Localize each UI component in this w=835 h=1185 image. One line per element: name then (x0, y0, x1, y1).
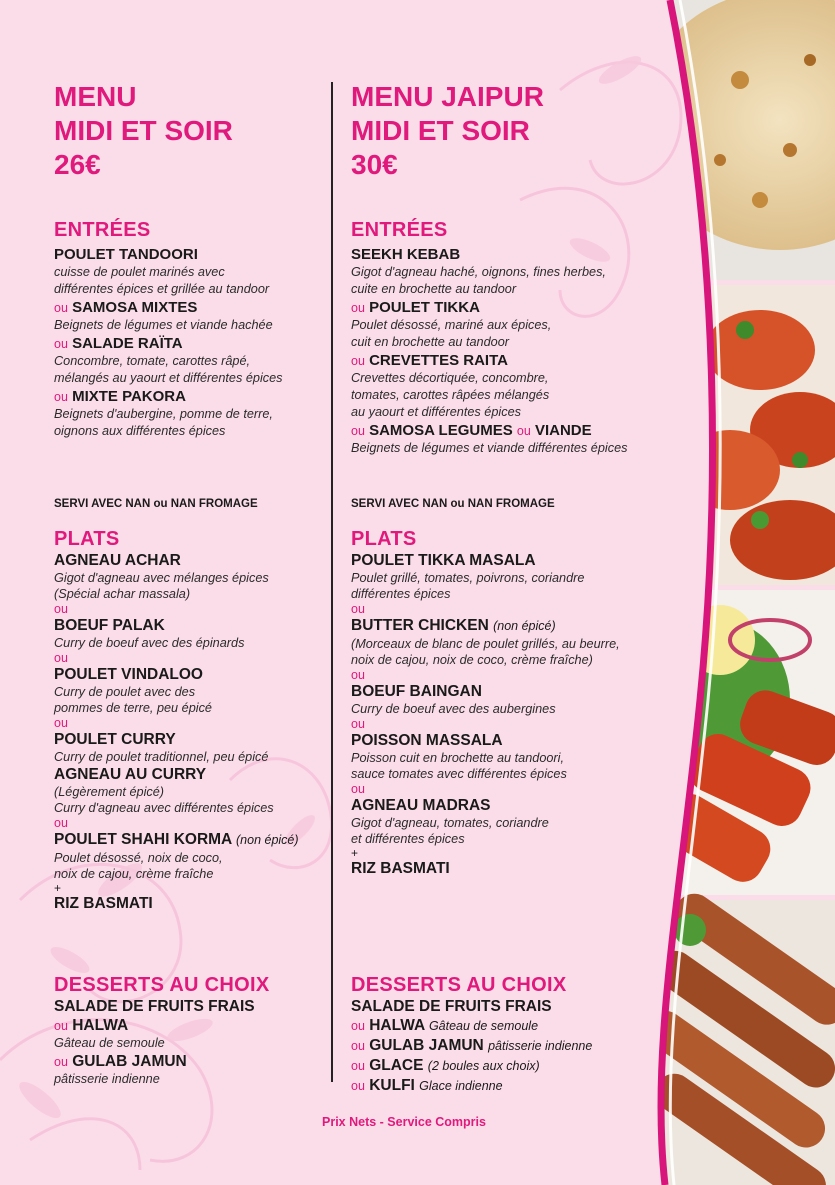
dessert-item: ou HALWA Gâteau de semoule (351, 1017, 539, 1034)
menu-left (54, 80, 326, 440)
column-divider (331, 82, 333, 1082)
dessert-description: Gâteau de semoule (54, 1036, 165, 1050)
menu-title: MENU JAIPUR MIDI ET SOIR 30€ (351, 81, 544, 180)
served-with-note: SERVI AVEC NAN ou NAN FROMAGE (54, 498, 258, 510)
plus-separator: + (54, 881, 62, 895)
dish-description: Gigot d'agneau haché, oignons, fines herbes, cuite en brochette au tandoor (351, 265, 606, 296)
dish-name: POISSON MASSALA (351, 732, 503, 749)
dish-name: BOEUF BAINGAN (351, 683, 482, 700)
dish-description: Poisson cuit en brochette au tandoori, sauce tomates avec différentes épices (351, 751, 567, 781)
dish-description: Poulet grillé, tomates, poivrons, coriandre différentes épices (351, 571, 585, 601)
dessert-item: ou HALWA (54, 1017, 129, 1034)
or-separator: ou (54, 651, 68, 665)
dish-name: ou SAMOSA LEGUMES ou VIANDE (351, 422, 592, 439)
dish-name: SEEKH KEBAB (351, 246, 461, 263)
menu-right (351, 80, 651, 457)
dish-description: Curry de boeuf avec des aubergines (351, 702, 556, 716)
or-separator: ou (54, 716, 68, 730)
dish-name: POULET CURRY (54, 731, 176, 748)
menu-title: MENU MIDI ET SOIR 26€ (54, 81, 233, 180)
dessert-item: ou GULAB JAMUN pâtisserie indienne (351, 1037, 593, 1054)
dish-description: Curry de poulet avec des pommes de terre, peu épicé (54, 685, 212, 715)
dessert-item: SALADE DE FRUITS FRAIS (351, 998, 552, 1015)
dish-description: Beignets d'aubergine, pomme de terre, oignons aux différentes épices (54, 407, 273, 438)
rice-side: RIZ BASMATI (54, 895, 153, 912)
dish-name: AGNEAU ACHAR (54, 552, 181, 569)
dish-description: Gigot d'agneau avec mélanges épices (Spécial achar massala) (54, 571, 269, 601)
dish-description: (Morceaux de blanc de poulet grillés, au beurre, noix de cajou, noix de coco, crème fraîche) (351, 637, 620, 667)
or-separator: ou (54, 602, 68, 616)
tandoori-plate-photo (640, 590, 835, 895)
dish-description: (Légèrement épicé) Curry d'agneau avec différentes épices (54, 785, 274, 815)
entrees-heading: ENTRÉES (54, 219, 151, 241)
dessert-item: ou KULFI Glace indienne (351, 1077, 503, 1094)
dish-name: ou CREVETTES RAITA (351, 352, 508, 369)
seekh-kebab-photo (639, 886, 835, 1185)
rice-side: RIZ BASMATI (351, 860, 450, 877)
dish-description: Poulet désossé, mariné aux épices, cuit en brochette au tandoor (351, 318, 552, 349)
dessert-description: pâtisserie indienne (54, 1072, 160, 1086)
dish-description: Curry de boeuf avec des épinards (54, 636, 245, 650)
dish-name: POULET VINDALOO (54, 666, 203, 683)
dish-name: ou MIXTE PAKORA (54, 388, 186, 405)
chicken-tikka-photo (640, 285, 835, 585)
dish-description: Crevettes décortiquée, concombre, tomates, carottes râpées mélangés au yaourt et différentes épices (351, 371, 550, 419)
dish-description: Poulet désossé, noix de coco, noix de cajou, crème fraîche (54, 851, 223, 881)
dish-name: ou POULET TIKKA (351, 299, 480, 316)
dish-name: ou SALADE RAÏTA (54, 335, 183, 352)
dish-description: Curry de poulet traditionnel, peu épicé (54, 750, 269, 764)
desserts-left (54, 973, 329, 1088)
or-separator: ou (54, 816, 68, 830)
dish-name: POULET TANDOORI (54, 246, 198, 263)
plus-separator: + (351, 846, 359, 860)
naan-photo (640, 0, 835, 280)
desserts-right (351, 973, 651, 1096)
dish-name: BOEUF PALAK (54, 617, 165, 634)
served-with-note: SERVI AVEC NAN ou NAN FROMAGE (351, 498, 555, 510)
plats-right (351, 527, 651, 878)
dessert-item: ou GULAB JAMUN (54, 1053, 187, 1070)
or-separator: ou (351, 602, 365, 616)
price-footer: Prix Nets - Service Compris (322, 1115, 486, 1129)
desserts-heading: DESSERTS AU CHOIX (54, 974, 270, 996)
dish-description: Concombre, tomate, carottes râpé, mélangés au yaourt et différentes épices (54, 354, 283, 385)
entrees-list (54, 245, 326, 440)
entrees-heading: ENTRÉES (351, 219, 448, 241)
dish-name: POULET TIKKA MASALA (351, 552, 536, 569)
dish-description: Gigot d'agneau, tomates, coriandre et différentes épices (351, 816, 549, 846)
dish-name: AGNEAU AU CURRY (54, 766, 207, 783)
dessert-item: SALADE DE FRUITS FRAIS (54, 998, 255, 1015)
desserts-heading: DESSERTS AU CHOIX (351, 974, 567, 996)
dish-name: AGNEAU MADRAS (351, 797, 491, 814)
dish-description: Beignets de légumes et viande hachée (54, 318, 273, 332)
dish-description: Beignets de légumes et viande différentes épices (351, 441, 628, 455)
dish-name: BUTTER CHICKEN (non épicé) (351, 617, 556, 634)
plats-left (54, 527, 329, 913)
or-separator: ou (351, 782, 365, 796)
dessert-item: ou GLACE (2 boules aux choix) (351, 1057, 540, 1074)
plats-heading: PLATS (54, 528, 120, 550)
dish-name: ou SAMOSA MIXTES (54, 299, 198, 316)
or-separator: ou (351, 668, 365, 682)
or-separator: ou (351, 717, 365, 731)
dish-description: cuisse de poulet marinés avec différentes épices et grillée au tandoor (54, 265, 270, 296)
dish-name: POULET SHAHI KORMA (non épicé) (54, 831, 299, 848)
plats-heading: PLATS (351, 528, 417, 550)
entrees-list (351, 245, 651, 457)
